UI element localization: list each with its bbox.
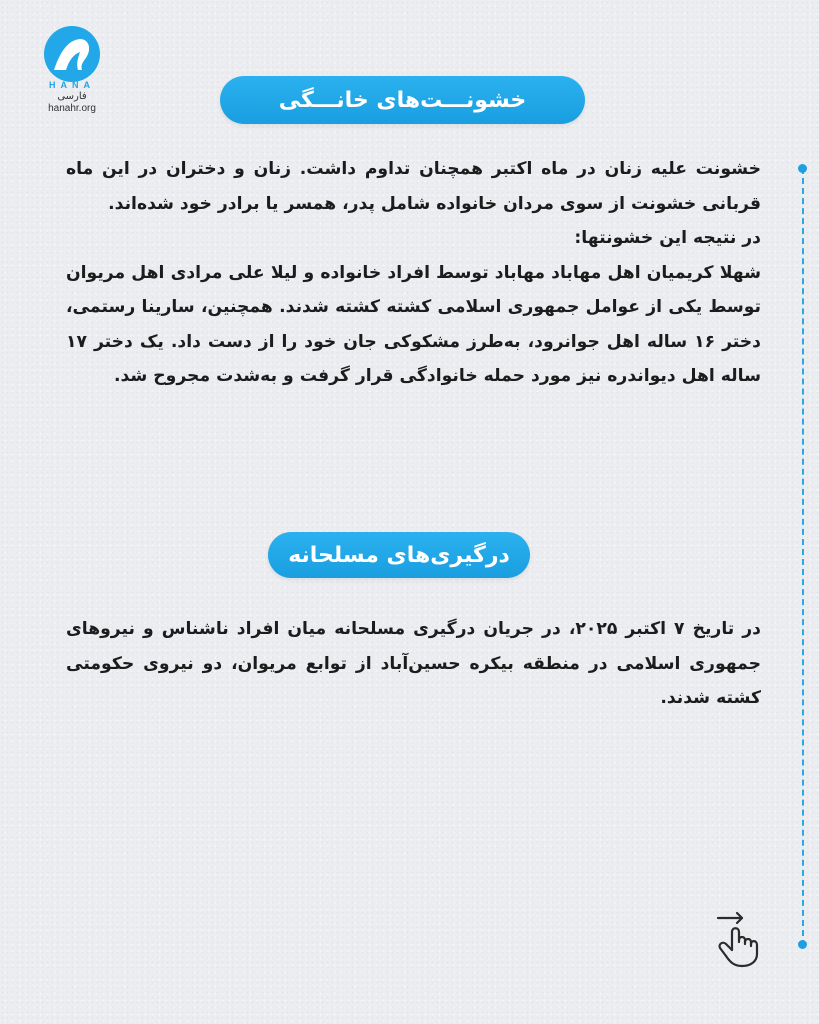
logo-url: hanahr.org: [48, 103, 96, 114]
section-body-domestic-violence: [66, 152, 761, 394]
timeline-dot-top: [798, 164, 807, 173]
hana-logo-icon: [44, 26, 100, 82]
section-body-armed-clashes: [66, 612, 761, 716]
section-title-armed-clashes: درگیری‌های مسلحانه: [268, 532, 530, 578]
swipe-hand-icon[interactable]: [712, 910, 764, 968]
logo-brand: HANA: [49, 80, 95, 90]
paragraph: در تاریخ ۷ اکتبر ۲۰۲۵، در جریان درگیری مسلحانه میان افراد ناشناس و نیروهای جمهوری اسلامی در منطقه بیکره حسین‌آباد از توابع مریوان، دو نیروی حکومتی کشته شدند.: [66, 619, 762, 708]
section-title-domestic-violence: خشونـــت‌های خانـــگی: [220, 76, 585, 124]
paragraph: شهلا کریمیان اهل مهاباد مهاباد توسط افراد خانواده و لیلا علی مرادی اهل مریوان توسط یکی از عوامل جمهوری اسلامی کشته کشته شدند. همچنین، سارینا رستمی، دختر ۱۶ ساله اهل جوانرود، به‌طرز مشکوکی جان خود را از دست داد. یک دختر ۱۷ ساله اهل دیواندره نیز مورد حمله خانوادگی قرار گرفت و به‌شدت مجروح شد.: [66, 262, 761, 386]
timeline-dot-bottom: [798, 940, 807, 949]
hana-logo: [36, 26, 108, 114]
logo-subtitle: فارسی: [57, 91, 87, 102]
timeline-line: [802, 168, 804, 946]
paragraph: خشونت علیه زنان در ماه اکتبر همچنان تداوم داشت. زنان و دختران در این ماه قربانی خشونت از سوی مردان خانواده شامل پدر، همسر یا برادر خود شده‌اند.: [66, 159, 761, 214]
paragraph: در نتیجه این خشونتها:: [574, 228, 761, 248]
